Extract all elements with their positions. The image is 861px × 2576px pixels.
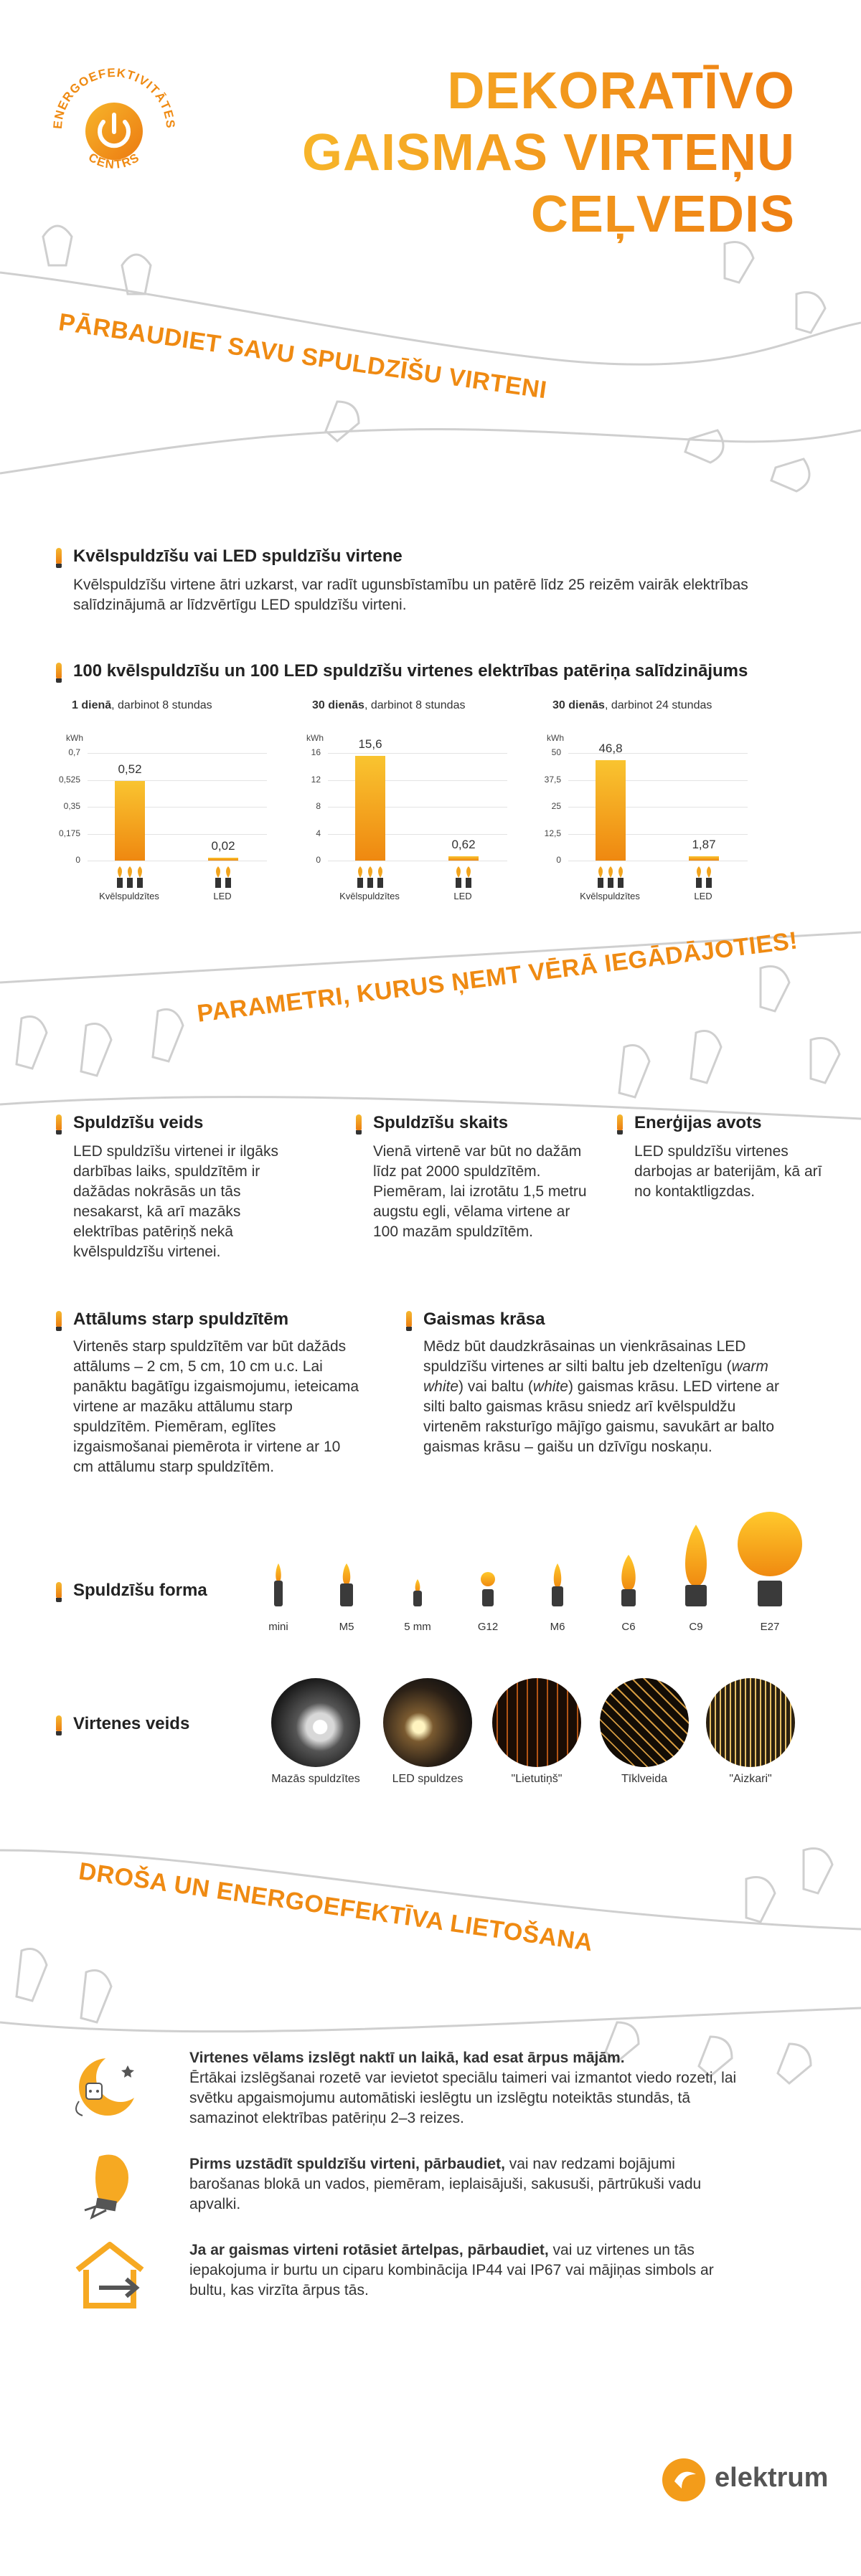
chart-tick-label: 0,525 bbox=[58, 774, 80, 785]
chart-value-label: 15,6 bbox=[358, 737, 382, 751]
bulb-shape-label: G12 bbox=[477, 1621, 499, 1633]
bulb-shape-c9-icon bbox=[680, 1525, 712, 1606]
chart-subtitle-rest: , darbinot 8 stundas bbox=[364, 699, 466, 711]
logo-bottom-text: CENTRS bbox=[85, 150, 143, 172]
comparison-heading: 100 kvēlspuldzīšu un 100 LED spuldzīšu virtenes elektrības patēriņa salīdzinājums bbox=[73, 661, 748, 681]
param-type-heading: Spuldzīšu veids bbox=[73, 1113, 204, 1132]
led-bulbs-icon bbox=[202, 863, 245, 892]
tip-1-text: Ērtākai izslēgšanai rozetē var ievietot speciālu taimeri vai izmantot viedo rozeti, lai svētku apgaismojumu automātiski ieslēgtu un izslēgtu noteiktās stundās, tā samazinot elektrības patēriņu 2–3 reizes. bbox=[189, 2070, 737, 2126]
tip-3 bbox=[189, 2240, 742, 2301]
param-color-text bbox=[423, 1337, 796, 1457]
chart-tick-label: 37,5 bbox=[544, 774, 561, 785]
logo-top-text: ENERGOEFEKTIVITĀTES bbox=[50, 65, 178, 130]
chart-subtitle-rest: , darbinot 24 stundas bbox=[604, 699, 712, 711]
intro-heading: Kvēlspuldzīšu vai LED spuldzīšu virtene bbox=[73, 546, 403, 566]
tip-1-bold: Virtenes vēlams izslēgt naktī un laikā, kad esat ārpus mājām. bbox=[189, 2050, 625, 2066]
bulb-shape-label: C6 bbox=[621, 1621, 636, 1633]
bulb-shape-label: E27 bbox=[760, 1621, 780, 1633]
chart-tick-label: 12,5 bbox=[544, 828, 561, 838]
bulb-shape-g12-icon bbox=[479, 1572, 497, 1606]
string-type-label: LED spuldzes bbox=[392, 1773, 464, 1785]
chart-value-label: 0,52 bbox=[118, 762, 142, 776]
chart-subtitle bbox=[552, 699, 712, 712]
bulb-shape-label: 5 mm bbox=[404, 1621, 431, 1633]
tip-3-text: vai uz virtenes un tās iepakojuma ir burtu un ciparu kombinācija IP44 vai IP67 vai mājiņas simbols ar bultu, kas virzīta ārpus tās. bbox=[189, 2242, 714, 2298]
bulb-shape-m6-icon bbox=[550, 1563, 565, 1606]
energy-efficiency-center-logo bbox=[46, 57, 182, 194]
chart-ylabel: kWh bbox=[306, 733, 324, 743]
incandescent-bulbs-icon bbox=[349, 863, 392, 892]
chart-bar bbox=[208, 858, 238, 861]
param-distance-text: Virtenēs starp spuldzītēm var būt dažāds attālums – 2 cm, 5 cm, 10 cm u.c. Lai panāktu bagātīgu izgaismojumu, ieteicama virtene ar mazāku attālumu starp spuldzītēm. Piemēram, eglītes izgaismošanai piemērota ir virtene ar 10 cm attālumu starp spuldzītēm. bbox=[73, 1338, 359, 1475]
chart-subtitle-bold: 30 dienās bbox=[552, 699, 605, 711]
chart-value-label: 0,62 bbox=[451, 838, 476, 852]
bulb-shape-5-mm-icon bbox=[412, 1579, 423, 1606]
chart-tick-label: 0 bbox=[556, 855, 561, 865]
param-count-heading: Spuldzīšu skaits bbox=[373, 1113, 509, 1132]
section-title-check: PĀRBAUDIET SAVU SPULDZĪŠU VIRTENI bbox=[57, 308, 549, 404]
chart-gridline bbox=[88, 753, 267, 754]
string-type-image bbox=[706, 1678, 795, 1767]
string-type-image bbox=[600, 1678, 689, 1767]
elektrum-logo-icon bbox=[660, 2456, 707, 2504]
color-text-c: ) gaismas krāsu. LED virtene ar silti balto gaismas krāsu sniedz arī kvēlspuldžu virtenēm raksturīgo mājīgo gaismu, savukārt ar balto gaismas krāsu – gaišu un dzīvīgu noskaņu. bbox=[423, 1378, 780, 1455]
chart-subtitle-bold: 1 dienā bbox=[72, 699, 112, 711]
chart-tick-label: 0 bbox=[316, 855, 321, 865]
elektrum-brand bbox=[660, 2453, 829, 2510]
types-heading: Virtenes veids bbox=[73, 1714, 190, 1733]
chart-bar bbox=[115, 781, 145, 861]
chart-value-label: 46,8 bbox=[598, 741, 623, 755]
tip-2-text: vai nav redzami bojājumi barošanas blokā un vados, piemēram, ieplaisājuši, sakusuši, pārtrūkuši vadu apvalki. bbox=[189, 2156, 702, 2212]
chart-subtitle bbox=[312, 699, 465, 712]
chart-subtitle-bold: 30 dienās bbox=[312, 699, 364, 711]
tip-2-bold: Pirms uzstādīt spuldzīšu virteni, pārbaudiet, bbox=[189, 2156, 505, 2172]
chart-tick-label: 50 bbox=[551, 747, 561, 757]
chart-category-label: LED bbox=[694, 891, 712, 901]
string-type-label: Mazās spuldzītes bbox=[271, 1773, 360, 1785]
chart-subtitle bbox=[72, 699, 212, 712]
string-type-image bbox=[271, 1678, 360, 1767]
chart-bar bbox=[596, 760, 626, 861]
string-type-image bbox=[383, 1678, 472, 1767]
chart-tick-label: 0,175 bbox=[58, 828, 80, 838]
string-type-image bbox=[492, 1678, 581, 1767]
tip-2 bbox=[189, 2154, 742, 2215]
chart-bar bbox=[355, 756, 385, 861]
section-title-safe: DROŠA UN ENERGOEFEKTĪVA LIETOŠANA bbox=[77, 1857, 595, 1957]
intro-text: Kvēlspuldzīšu virtene ātri uzkarst, var radīt ugunsbīstamību un patērē līdz 25 reizēm vairāk elektrības salīdzinājumā ar līdzvērtīgu LED spuldzīšu virteni. bbox=[73, 577, 748, 613]
chart-tick-label: 8 bbox=[316, 801, 321, 811]
string-type-label: "Aizkari" bbox=[729, 1773, 772, 1785]
chart-value-label: 1,87 bbox=[692, 838, 716, 852]
title-line-2: GAISMAS VIRTEŅU bbox=[302, 122, 795, 184]
led-bulbs-icon bbox=[682, 863, 725, 892]
chart-value-label: 0,02 bbox=[211, 838, 235, 853]
chart-category-label: Kvēlspuldzītes bbox=[99, 891, 159, 901]
chart-subtitle-rest: , darbinot 8 stundas bbox=[111, 699, 212, 711]
chart-bar bbox=[448, 856, 479, 861]
title-line-1: DEKORATĪVO bbox=[302, 60, 795, 122]
param-source-heading: Enerģijas avots bbox=[634, 1113, 762, 1132]
led-bulbs-icon bbox=[442, 863, 485, 892]
chart-bar bbox=[689, 856, 719, 861]
chart-tick-label: 4 bbox=[316, 828, 321, 838]
incandescent-bulbs-icon bbox=[108, 863, 151, 892]
night-moon-plug-icon bbox=[65, 2047, 144, 2126]
title-line-3: CEĻVEDIS bbox=[302, 184, 795, 245]
shapes-heading: Spuldzīšu forma bbox=[73, 1581, 207, 1600]
chart-tick-label: 0,7 bbox=[68, 747, 80, 757]
chart-tick-label: 12 bbox=[311, 774, 321, 785]
chart-tick-label: 0 bbox=[75, 855, 80, 865]
incandescent-bulbs-icon bbox=[589, 863, 632, 892]
string-type-label: "Lietutiņš" bbox=[511, 1773, 563, 1785]
chart-category-label: Kvēlspuldzītes bbox=[339, 891, 400, 901]
bulb-shape-c6-icon bbox=[618, 1555, 639, 1606]
chart-gridline bbox=[328, 753, 507, 754]
bulb-shape-label: M5 bbox=[339, 1621, 354, 1633]
tip-1 bbox=[189, 2048, 742, 2128]
bulb-shape-e27-icon bbox=[736, 1512, 804, 1606]
color-warm-white: warm white bbox=[423, 1358, 768, 1395]
param-count-text: Vienā virtenē var būt no dažām līdz pat 2000 spuldzītēm. Piemēram, lai izrotātu 1,5 metru augstu egli, vēlama virtene ar 100 mazām spuldzītēm. bbox=[373, 1143, 587, 1240]
page-title bbox=[302, 60, 795, 245]
bulb-shape-label: mini bbox=[268, 1621, 288, 1633]
bulb-shape-mini-icon bbox=[273, 1563, 284, 1606]
chart-ylabel: kWh bbox=[547, 733, 564, 743]
param-source-text: LED spuldzīšu virtenes darbojas ar baterijām, kā arī no kontaktligzdas. bbox=[634, 1143, 822, 1200]
brand-name: elektrum bbox=[715, 2463, 829, 2493]
chart-category-label: LED bbox=[213, 891, 232, 901]
chart-ylabel: kWh bbox=[66, 733, 83, 743]
param-color-heading: Gaismas krāsa bbox=[423, 1310, 545, 1329]
tip-3-bold: Ja ar gaismas virteni rotāsiet ārtelpas, pārbaudiet, bbox=[189, 2242, 549, 2258]
bulb-shape-label: C9 bbox=[689, 1621, 703, 1633]
color-text-a: Mēdz būt daudzkrāsainas un vienkrāsainas LED spuldzīšu virtenes ar silti baltu jeb dzeltenīgu ( bbox=[423, 1338, 746, 1375]
bulb-shape-m5-icon bbox=[339, 1563, 354, 1606]
house-arrow-outdoor-icon bbox=[70, 2238, 149, 2316]
color-white: white bbox=[532, 1378, 568, 1395]
chart-tick-label: 16 bbox=[311, 747, 321, 757]
chart-tick-label: 25 bbox=[551, 801, 561, 811]
chart-category-label: LED bbox=[453, 891, 472, 901]
section-title-params: PARAMETRI, KURUS ŅEMT VĒRĀ IEGĀDĀJOTIES! bbox=[195, 927, 799, 1028]
chart-category-label: Kvēlspuldzītes bbox=[580, 891, 640, 901]
color-text-b: ) vai baltu ( bbox=[458, 1378, 533, 1395]
string-type-label: Tīklveida bbox=[621, 1773, 668, 1785]
bulb-shape-label: M6 bbox=[550, 1621, 565, 1633]
param-distance-heading: Attālums starp spuldzītēm bbox=[73, 1310, 289, 1329]
damaged-bulb-icon bbox=[70, 2146, 149, 2225]
chart-tick-label: 0,35 bbox=[63, 801, 80, 811]
param-type-text: LED spuldzīšu virtenei ir ilgāks darbības laiks, spuldzītēm ir dažādas nokrāsās un tās nesakarst, kā arī mazāks elektrības patēriņš nekā kvēlspuldzīšu virtenei. bbox=[73, 1143, 278, 1260]
